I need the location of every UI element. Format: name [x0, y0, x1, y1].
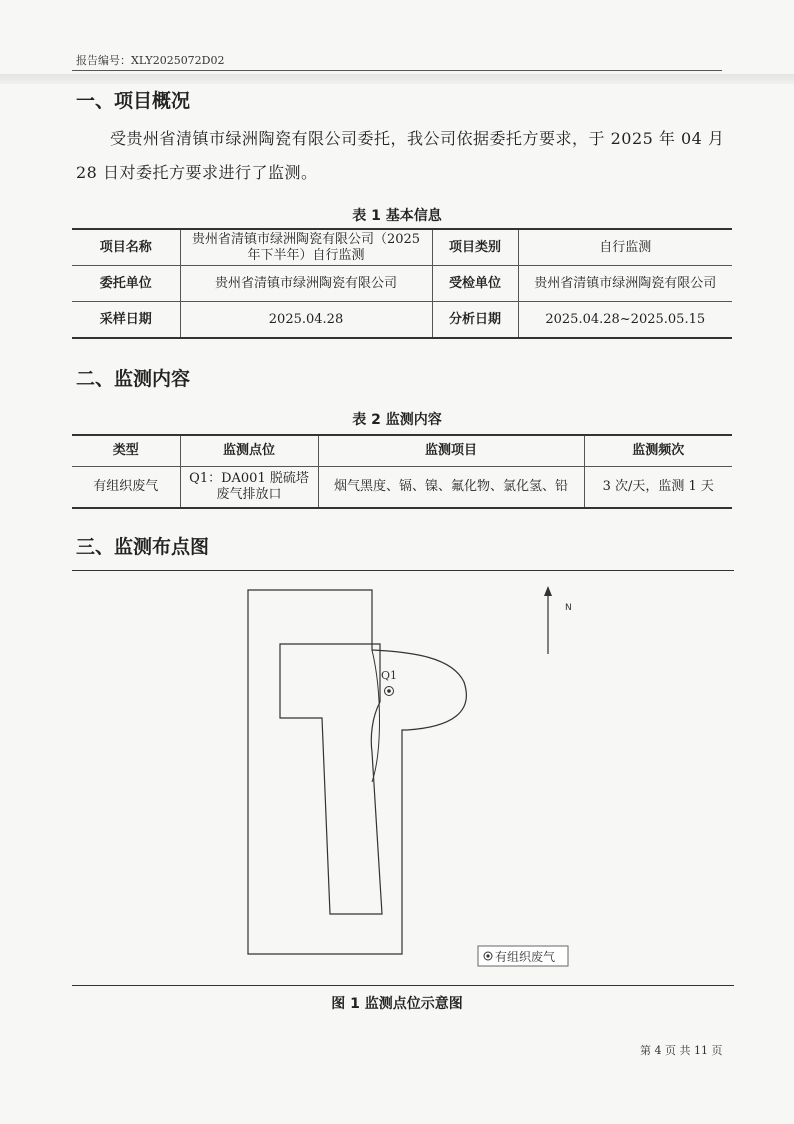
value-project-type: 自行监测: [518, 229, 732, 266]
header-point: 监测点位: [180, 435, 318, 467]
table-1-caption: 表 1 基本信息: [352, 208, 442, 224]
cell-point: Q1：DA001 脱硫塔废气排放口: [180, 467, 318, 509]
header-frequency: 监测频次: [584, 435, 732, 467]
label-inspected-unit: 受检单位: [432, 266, 518, 302]
cell-items: 烟气黑度、镉、镍、氟化物、氯化氢、铅: [318, 467, 584, 509]
point-label-q1: Q1: [381, 669, 398, 682]
north-label: N: [565, 603, 572, 613]
section-1-title: 一、项目概况: [76, 90, 191, 112]
label-sampling-date: 采样日期: [72, 302, 180, 339]
header-divider: [72, 70, 722, 71]
basic-info-table: [72, 228, 732, 339]
table-2-caption: 表 2 监测内容: [352, 412, 442, 428]
header-type: 类型: [72, 435, 180, 467]
header-items: 监测项目: [318, 435, 584, 467]
cell-frequency: 3 次/天，监测 1 天: [584, 467, 732, 509]
section-2-title: 二、监测内容: [76, 368, 191, 390]
table-row: [72, 229, 732, 266]
label-project-name: 项目名称: [72, 229, 180, 266]
figure-caption: 图 1 监测点位示意图: [331, 996, 463, 1012]
value-inspected-unit: 贵州省清镇市绿洲陶瓷有限公司: [518, 266, 732, 302]
north-arrow-head-icon: [544, 586, 552, 596]
table-row: [72, 302, 732, 339]
value-client: 贵州省清镇市绿洲陶瓷有限公司: [180, 266, 432, 302]
value-project-name: 贵州省清镇市绿洲陶瓷有限公司（2025 年下半年）自行监测: [180, 229, 432, 266]
value-sampling-date: 2025.04.28: [180, 302, 432, 339]
section-3-title: 三、监测布点图: [76, 536, 210, 558]
legend-label: 有组织废气: [495, 950, 556, 964]
monitoring-point-icon-center: [387, 689, 391, 693]
label-project-type: 项目类别: [432, 229, 518, 266]
cell-type: 有组织废气: [72, 467, 180, 509]
label-analysis-date: 分析日期: [432, 302, 518, 339]
table-row: [72, 266, 732, 302]
map-frame-top: [72, 570, 734, 571]
table-row: [72, 467, 732, 509]
map-frame-bottom: [72, 985, 734, 986]
building-outline: [280, 644, 382, 914]
legend-point-icon-center: [486, 954, 489, 957]
value-analysis-date: 2025.04.28~2025.05.15: [518, 302, 732, 339]
header-band: [0, 74, 794, 84]
report-number: 报告编号：XLY2025072D02: [76, 54, 225, 67]
section-1-paragraph: 受贵州省清镇市绿洲陶瓷有限公司委托，我公司依据委托方要求，于 2025 年 04 月 28 日对委托方要求进行了监测。: [76, 129, 725, 182]
monitoring-point-map: [72, 572, 734, 984]
label-client: 委托单位: [72, 266, 180, 302]
monitoring-content-table: [72, 434, 732, 509]
table-header-row: [72, 435, 732, 467]
page-number: 第 4 页 共 11 页: [640, 1044, 723, 1057]
